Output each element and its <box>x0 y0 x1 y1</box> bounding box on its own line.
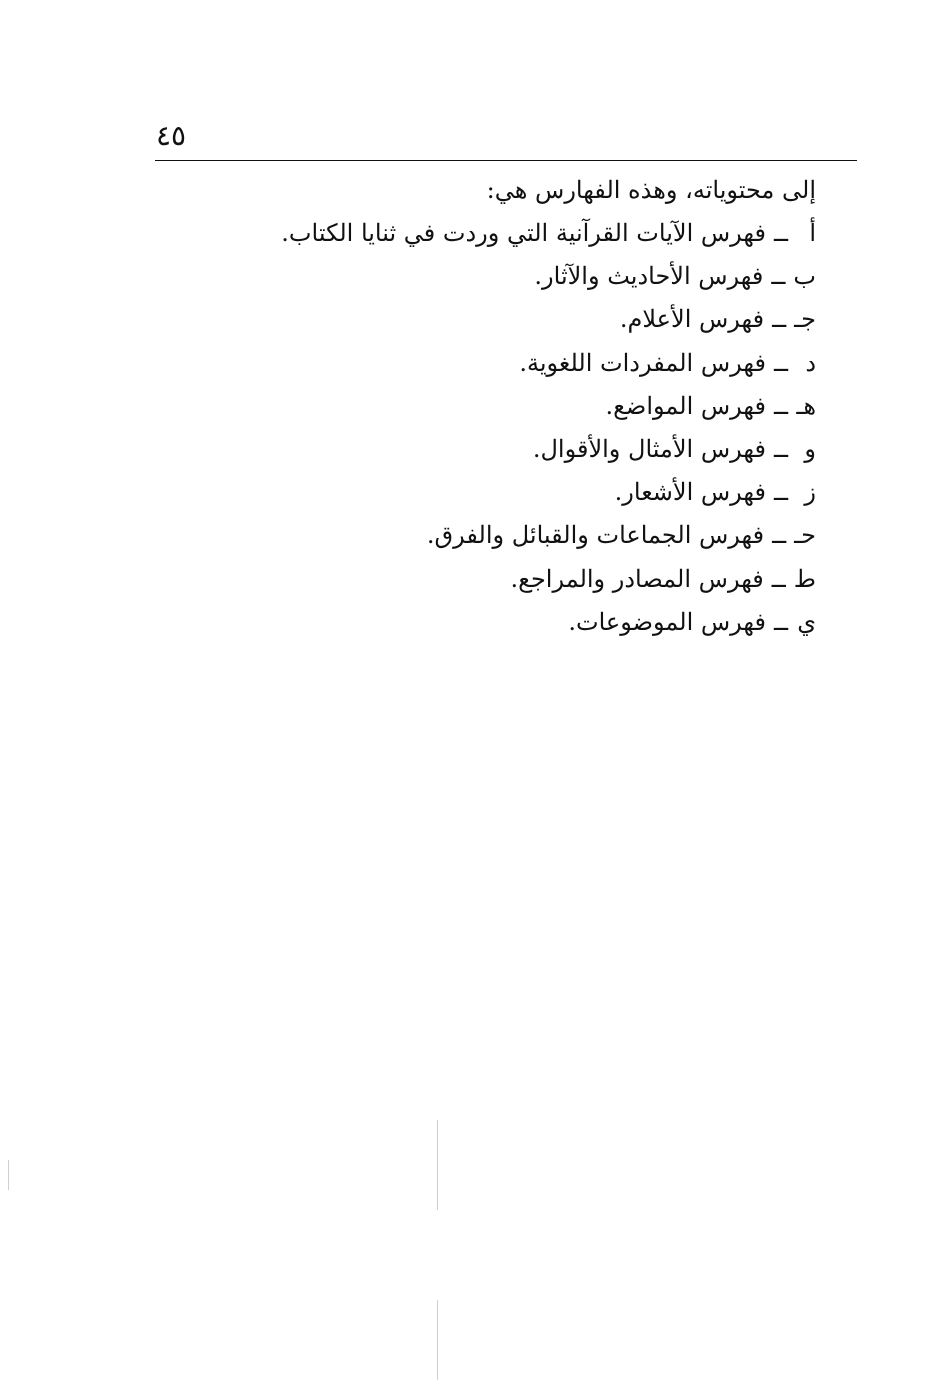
index-list <box>281 213 816 645</box>
list-item <box>281 515 816 558</box>
item-text: فهرس الأشعار. <box>614 478 766 507</box>
item-text: فهرس الموضوعات. <box>568 607 766 636</box>
scan-artifact <box>437 1300 438 1380</box>
item-text: فهرس الأعلام. <box>619 305 765 334</box>
item-dash: ــ <box>773 219 788 247</box>
item-letter: و <box>804 434 816 463</box>
item-letter: جـ <box>794 305 816 334</box>
scan-artifact <box>437 1120 438 1210</box>
list-item <box>281 472 816 515</box>
intro-paragraph: إلى محتوياته، وهذه الفهارس هي: <box>486 176 816 204</box>
item-letter: أ <box>809 219 816 247</box>
item-dash: ــ <box>772 521 787 550</box>
item-dash: ــ <box>773 434 788 463</box>
item-letter: ب <box>793 262 816 291</box>
item-text: فهرس المفردات اللغوية. <box>519 348 766 377</box>
list-item <box>281 256 816 299</box>
item-text: فهرس الأحاديث والآثار. <box>534 262 764 291</box>
header-rule <box>155 160 857 161</box>
list-item <box>281 343 816 386</box>
list-item <box>281 213 816 256</box>
item-letter: حـ <box>794 521 816 550</box>
list-item <box>281 559 816 602</box>
item-letter: ز <box>804 478 816 507</box>
item-dash: ــ <box>773 607 788 636</box>
list-item <box>281 429 816 472</box>
item-dash: ــ <box>771 564 786 593</box>
page-number: ٤٥ <box>156 119 187 152</box>
item-text: فهرس الآيات القرآنية التي وردت في ثنايا الكتاب. <box>281 219 766 247</box>
item-dash: ــ <box>771 262 786 291</box>
item-letter: ط <box>793 564 816 593</box>
item-text: فهرس الجماعات والقبائل والفرق. <box>426 521 765 550</box>
item-letter: د <box>805 348 816 377</box>
list-item <box>281 602 816 645</box>
item-dash: ــ <box>773 391 788 420</box>
item-text: فهرس المواضع. <box>605 391 766 420</box>
item-text: فهرس الأمثال والأقوال. <box>532 434 766 463</box>
item-dash: ــ <box>772 305 787 334</box>
scan-artifact <box>8 1160 9 1190</box>
item-dash: ــ <box>773 348 788 377</box>
list-item <box>281 386 816 429</box>
item-text: فهرس المصادر والمراجع. <box>510 564 764 593</box>
item-dash: ــ <box>773 478 788 507</box>
item-letter: هـ <box>796 391 816 420</box>
list-item <box>281 299 816 342</box>
item-letter: ي <box>797 607 816 636</box>
